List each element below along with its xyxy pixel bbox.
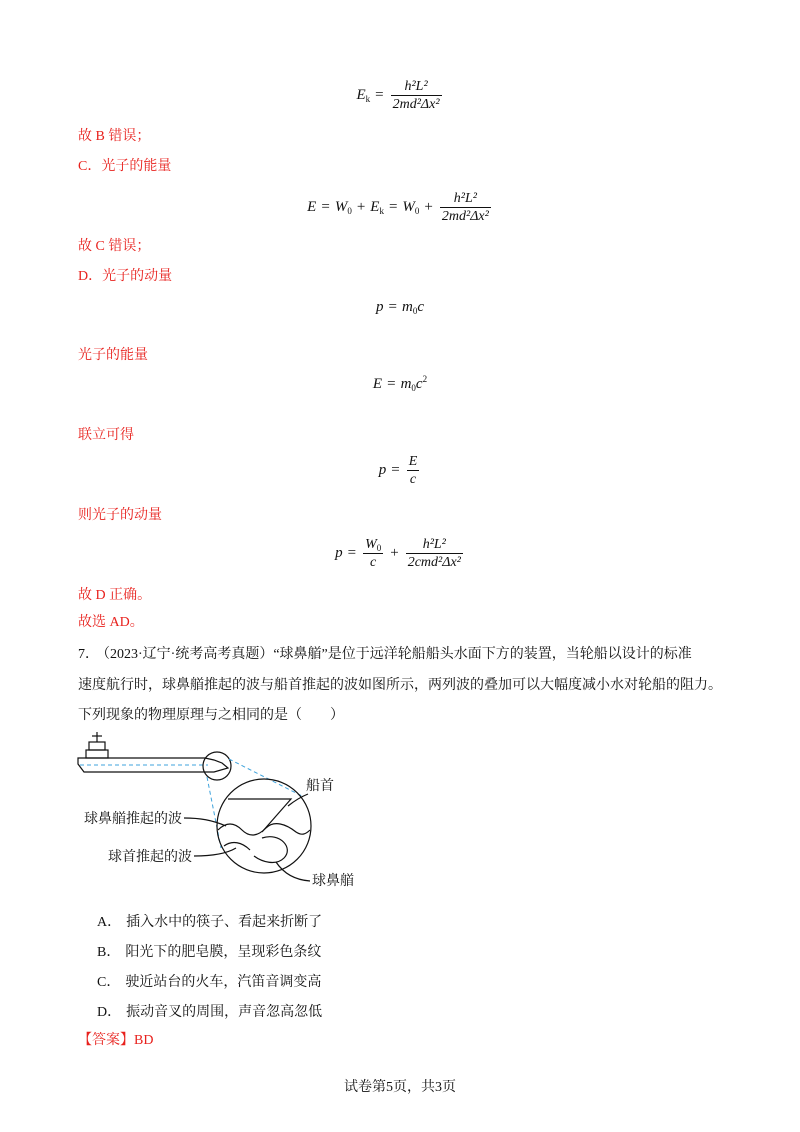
- eq-term: [402, 298, 424, 316]
- option-text: 振动音叉的周围，声音忽高忽低: [126, 1005, 323, 1020]
- label-bulb: 球鼻艏: [312, 874, 354, 889]
- bow-wave-curve: [218, 824, 310, 835]
- option-c: [97, 973, 321, 993]
- option-text: 驶近站台的火车，汽笛音调变高: [125, 975, 322, 990]
- eq-symbol: c: [415, 376, 423, 392]
- eq-subscript: 0: [411, 383, 416, 393]
- zoom-guide-line-upper: [229, 759, 302, 796]
- eq-term: [335, 198, 352, 216]
- label-bow: 船首: [306, 779, 334, 794]
- eq-fraction: [440, 190, 491, 225]
- bulb-wave-curve: [224, 843, 250, 850]
- equation-kinetic-energy: [0, 75, 800, 115]
- fraction-denominator: c: [407, 470, 420, 488]
- leader-line-bulb-wave: [184, 818, 226, 826]
- eq-operator: =: [388, 299, 397, 315]
- fraction-denominator: 2md²Δx²: [441, 208, 489, 224]
- option-text: 插入水中的筷子、看起来折断了: [126, 915, 323, 930]
- eq-symbol: E: [370, 199, 380, 215]
- solution-line-c-heading: C．光子的能量: [78, 159, 172, 174]
- eq-symbol: p: [335, 545, 343, 561]
- page-footer: 试卷第5页，共3页: [344, 1080, 456, 1095]
- solution-line-c-wrong: 故 C 错误；: [78, 239, 151, 254]
- eq-symbol: p: [376, 299, 384, 315]
- magnified-view-circle: [217, 779, 311, 873]
- fraction-denominator: 2md²Δx²: [392, 96, 440, 112]
- eq-symbol: W: [334, 199, 348, 215]
- fraction-denominator: c: [363, 553, 383, 571]
- eq-operator: =: [391, 462, 400, 478]
- eq-term: [402, 198, 419, 216]
- eq-symbol: W: [365, 536, 377, 552]
- eq-subscript: 0: [347, 206, 352, 216]
- eq-subscript: 0: [376, 542, 382, 553]
- ship: [78, 732, 228, 772]
- fraction-numerator: h²L²: [422, 536, 446, 552]
- eq-operator: =: [321, 199, 330, 215]
- leader-line-bulb: [276, 862, 310, 881]
- question-stem-line-2: 速度航行时，球鼻艏推起的波与船首推起的波如图所示，两列波的叠加可以大幅度减小水对轮船的阻力。: [78, 678, 722, 693]
- answer-line: [78, 1031, 153, 1051]
- question-stem-text: “球鼻艏”是位于远洋轮船船头水面下方的装置，当轮船以设计的标准: [273, 647, 692, 662]
- eq-operator: +: [424, 199, 433, 215]
- option-text: 阳光下的肥皂膜，呈现彩色条纹: [125, 945, 322, 960]
- eq-symbol: E: [372, 376, 383, 392]
- fraction-denominator: 2cmd²Δx²: [407, 554, 461, 570]
- eq-subscript: 0: [414, 206, 420, 216]
- ship-bow-profile: [228, 799, 291, 832]
- solution-line-choice: 故选 AD。: [78, 615, 144, 630]
- question-source: （2023·辽宁·统考高考真题）: [103, 647, 274, 662]
- label-bow-wave: 球首推起的波: [108, 850, 192, 865]
- eq-fraction: [406, 536, 463, 571]
- eq-symbol: W: [402, 199, 415, 215]
- bulbous-bow-figure: [70, 728, 370, 898]
- eq-fraction: [391, 78, 442, 113]
- eq-subscript: k: [379, 206, 384, 216]
- option-label: A．: [97, 915, 122, 930]
- option-b: [97, 943, 321, 963]
- eq-subscript: 0: [412, 306, 418, 316]
- option-label: D．: [97, 1005, 122, 1020]
- question-stem-line-1: [78, 645, 692, 665]
- ship-bridge-lower: [86, 750, 108, 758]
- equation-photon-momentum: [0, 287, 800, 327]
- eq-operator: =: [375, 87, 384, 103]
- fraction-numerator: [363, 536, 383, 553]
- solution-line-then: 则光子的动量: [78, 508, 162, 523]
- equation-momentum-ratio: [0, 450, 800, 490]
- option-label: C．: [97, 975, 121, 990]
- fraction-numerator: E: [408, 453, 418, 469]
- eq-term: [370, 198, 384, 216]
- solution-line-b-wrong: 故 B 错误；: [78, 129, 151, 144]
- eq-operator: +: [356, 199, 366, 215]
- eq-subscript: k: [365, 94, 371, 104]
- solution-line-combine: 联立可得: [78, 428, 134, 443]
- eq-superscript: 2: [422, 374, 428, 384]
- question-stem-line-3: 下列现象的物理原理与之相同的是（ ）: [78, 708, 344, 723]
- option-label: B．: [97, 945, 121, 960]
- eq-symbol: E: [356, 87, 366, 103]
- solution-line-d-heading: D．光子的动量: [78, 269, 173, 284]
- answer-value: BD: [134, 1033, 154, 1048]
- fraction-numerator: h²L²: [453, 190, 477, 206]
- label-bulb-wave: 球鼻艏推起的波: [84, 812, 182, 827]
- solution-line-d-correct: 故 D 正确。: [78, 588, 152, 603]
- option-a: [97, 913, 322, 933]
- ship-bridge-upper: [89, 742, 105, 750]
- eq-term: [356, 86, 370, 104]
- eq-operator: =: [347, 545, 357, 561]
- eq-symbol: m: [400, 376, 412, 392]
- answer-label: 【答案】: [78, 1033, 134, 1048]
- bow-zoom-circle: [203, 752, 231, 780]
- eq-symbol: p: [378, 462, 387, 478]
- eq-fraction: [363, 536, 383, 571]
- question-number: 7．: [78, 647, 99, 662]
- solution-line-energy: 光子的能量: [78, 348, 148, 363]
- eq-symbol: E: [307, 199, 317, 215]
- eq-operator: +: [390, 545, 399, 561]
- leader-line-bow-wave: [194, 848, 236, 856]
- eq-operator: =: [388, 199, 398, 215]
- fraction-numerator: h²L²: [404, 78, 428, 94]
- equation-photon-energy: [0, 187, 800, 227]
- bulbous-bow-outline: [254, 837, 287, 863]
- equation-momentum-final: [0, 533, 800, 573]
- option-d: [97, 1003, 322, 1023]
- eq-symbol: c: [417, 299, 424, 315]
- eq-operator: =: [387, 376, 396, 392]
- eq-symbol: m: [401, 299, 413, 315]
- eq-term: [401, 375, 428, 393]
- equation-mass-energy: [0, 364, 800, 404]
- eq-fraction: [407, 453, 420, 488]
